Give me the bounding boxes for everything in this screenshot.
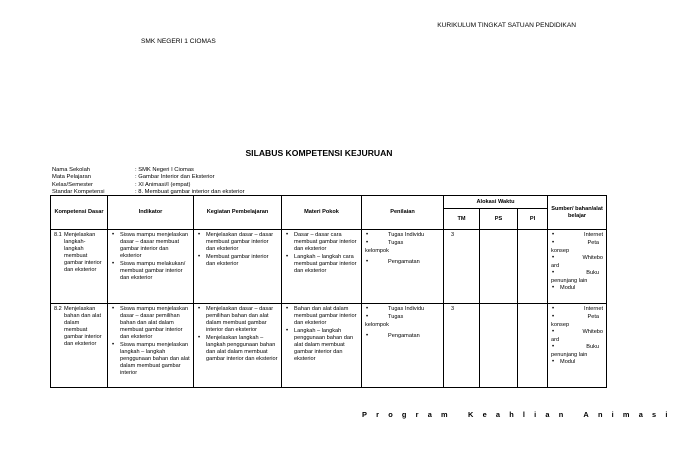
list-item: • Siswa mampu melakukan/ membuat gambar interior dan eksterior [120,261,190,282]
materi-cell [282,304,362,388]
col-kompetensi-dasar: Kompetensi Dasar [51,196,108,230]
kd-cell [51,304,108,388]
col-materi: Materi Pokok [282,196,362,230]
col-kegiatan: Kegiatan Pembelajaran [194,196,282,230]
curriculum-header: KURIKULUM TINGKAT SATUAN PENDIDIKAN [437,22,576,29]
list-item-continued: kelompok [365,322,389,328]
list-item-continued: konsep [551,248,570,254]
list-item: • Dasar – dasar cara membuat gambar interior dan eksterior [294,232,358,253]
list-item: • Modul [560,285,603,292]
indikator-cell [108,230,194,304]
info-row [52,167,352,174]
sumber-cell [548,230,607,304]
footer-program: Program Keahlian Animasi [362,410,677,419]
col-indikator: Indikator [108,196,194,230]
list-item: • Buku [560,270,603,277]
list-item-continued: ard [551,263,560,269]
list-item: • Tugas [374,314,440,321]
info-key: Mata Pelajaran [52,174,91,181]
list-item: • Siswa mampu menjelaskan dasar – dasar pemilihan bahan dan alat dalam membuat gambar interior dan eksterior [120,306,190,341]
list-item: • Tugas Individu [374,232,440,239]
sumber-cell [548,304,607,388]
table-row [51,304,607,388]
kd-cell [51,230,108,304]
col-tm: TM [444,209,480,230]
list-item: • Tugas Individu [374,306,440,313]
info-key: Nama Sekolah [52,167,91,173]
header-row [51,196,607,209]
tm-cell: 3 [444,304,480,388]
pi-cell [518,230,548,304]
school-header: SMK NEGERI 1 CIOMAS [141,38,216,45]
info-value: : XI Animasi/I (empat) [135,181,191,188]
list-item: • Pengamatan [374,259,440,266]
info-value: : 8. Membuat gambar interior dan eksterior [135,189,245,196]
penilaian-cell [362,230,444,304]
info-value: : SMK Negeri I Ciomas [135,167,194,173]
kd-number: 8.2 [54,306,62,312]
list-item: • Menjelaskan dasar – dasar membuat gambar interior dan eksterior [206,232,278,253]
list-item: • Internet [560,232,603,239]
kd-text: Menjelaskan bahan dan alat dalam membuat gambar interior dan eksterior [64,306,102,347]
list-item-continued: ard [551,337,560,343]
col-alokasi-waktu: Alokasi Waktu [444,196,548,209]
list-item: • Membuat gambar interior dan eksterior [206,254,278,268]
list-item-continued: penunjang lain [551,278,588,284]
col-ps: PS [480,209,518,230]
list-item: • Siswa mampu menjelaskan dasar – dasar membuat gambar interior dan eksterior [120,232,190,260]
list-item-continued: penunjang lain [551,352,588,358]
list-item: • Menjelaskan dasar – dasar pemilihan bahan dan alat dalam membuat gambar interior dan eksterior [206,306,278,334]
syllabus-table [50,195,607,388]
info-row [52,182,352,189]
pi-cell [518,304,548,388]
list-item: • Bahan dan alat dalam membuat gambar interior dan eksterior [294,306,358,327]
indikator-cell [108,304,194,388]
penilaian-cell [362,304,444,388]
list-item: • Tugas [374,240,440,247]
info-value: : Gambar Interior dan Eksterior [135,174,215,181]
list-item: • Modul [560,359,603,366]
list-item: • Whitebo [560,255,603,262]
list-item-continued: kelompok [365,248,389,254]
list-item: • Langkah – langkah penggunaan bahan dan alat dalam membuat gambar interior dan eksterior [294,328,358,363]
ps-cell [480,304,518,388]
kegiatan-cell [194,304,282,388]
tm-cell: 3 [444,230,480,304]
list-item: • Peta [560,240,603,247]
col-pi: PI [518,209,548,230]
col-penilaian: Penilaian [362,196,444,230]
info-block [52,167,352,197]
table-row [51,230,607,304]
list-item: • Internet [560,306,603,313]
info-row [52,174,352,181]
col-sumber: Sumber/ bahan/alat belajar [548,196,607,230]
list-item: • Pengamatan [374,333,440,340]
list-item: • Siswa mampu menjelaskan langkah – langkah penggunaan bahan dan alat dalam membuat gambar interior [120,342,190,377]
kegiatan-cell [194,230,282,304]
kd-text: Menjelaskan langkah-langkah membuat gambar interior dan eksterior [64,232,102,273]
list-item: • Buku [560,344,603,351]
info-key: Kelas/Semester [52,181,93,188]
ps-cell [480,230,518,304]
list-item-continued: konsep [551,322,570,328]
list-item: • Langkah – langkah cara membuat gambar interior dan eksterior [294,254,358,275]
list-item: • Peta [560,314,603,321]
page-title: SILABUS KOMPETENSI KEJURUAN [245,148,393,158]
info-key: Standar Kompetensi [52,189,105,196]
materi-cell [282,230,362,304]
list-item: • Whitebo [560,329,603,336]
list-item: • Menjelaskan langkah – langkah penggunaan bahan dan alat dalam membuat gambar interior dan eksterior [206,335,278,363]
kd-number: 8.1 [54,232,62,238]
